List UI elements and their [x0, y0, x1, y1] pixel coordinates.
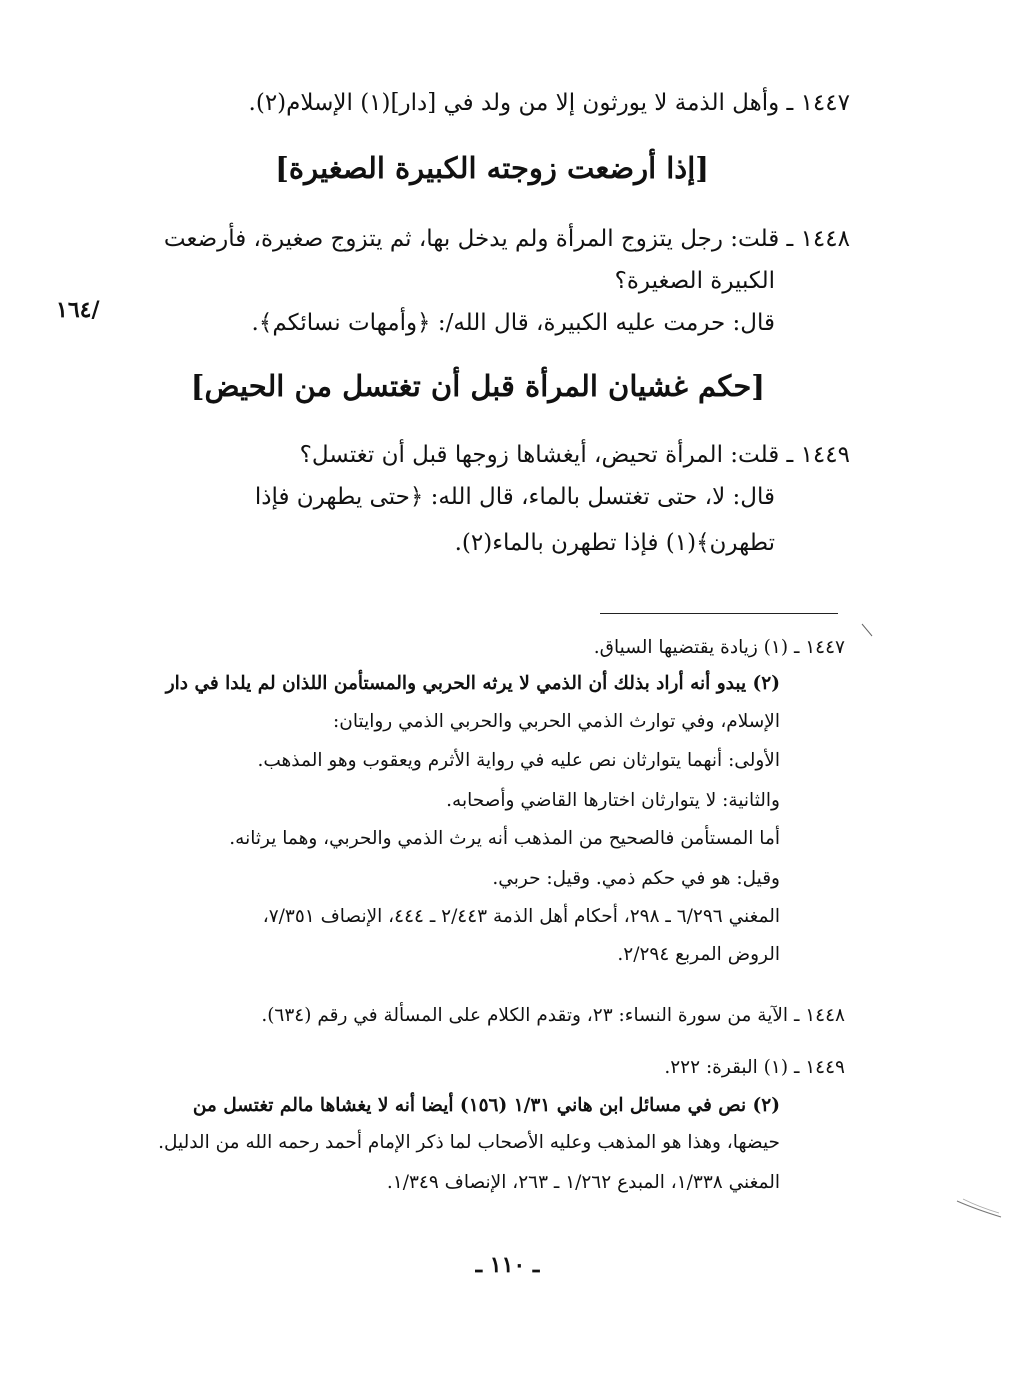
footnote-1449-2-line-2: حيضها، وهذا هو المذهب وعليه الأصحاب لما ذكر الإمام أحمد رحمه الله من الدليل.	[158, 1132, 780, 1153]
footnote-1447-2-line-3: الأولى: أنهما يتوارثان نص عليه في رواية الأثرم ويعقوب وهو المذهب.	[257, 750, 780, 771]
entry-1449-line-2: قال: لا، حتى تغتسل بالماء، قال الله: ﴿حتى يطهرن فإذا	[254, 484, 775, 510]
footnote-1447-2-line-4: والثانية: لا يتوارثان اختارها القاضي وأصحابه.	[446, 790, 780, 811]
footnote-1448: ١٤٤٨ ـ الآية من سورة النساء: ٢٣، وتقدم الكلام على المسألة في رقم (٦٣٤).	[261, 1005, 845, 1026]
margin-page-reference: /١٦٤	[56, 297, 100, 323]
entry-1448-line-1: ١٤٤٨ ـ قلت: رجل يتزوج المرأة ولم يدخل بها، ثم يتزوج صغيرة، فأرضعت	[163, 226, 850, 252]
scan-smudge-mark	[955, 1195, 1005, 1225]
footnote-1447-2-line-8: الروض المربع ٢/٢٩٤.	[617, 944, 780, 965]
section-heading-nursing: [إذا أرضعت زوجته الكبيرة الصغيرة]	[275, 151, 709, 185]
page-number: ـ ١١٠ ـ	[475, 1252, 540, 1278]
section-heading-menstruation: [حكم غشيان المرأة قبل أن تغتسل من الحيض]	[190, 369, 765, 403]
entry-1448-line-3: قال: حرمت عليه الكبيرة، قال الله/: ﴿وأمهات نسائكم﴾.	[251, 310, 775, 336]
footnote-separator	[600, 613, 838, 614]
entry-1449-line-1: ١٤٤٩ ـ قلت: المرأة تحيض، أيغشاها زوجها قبل أن تغتسل؟	[299, 442, 850, 468]
footnote-1447-2-line-2: الإسلام، وفي توارث الذمي الحربي والحربي الذمي روايتان:	[333, 711, 780, 732]
entry-1448-line-2: الكبيرة الصغيرة؟	[614, 268, 775, 294]
footnote-1447-2-line-1: (٢) يبدو أنه أراد بذلك أن الذمي لا يرثه الحربي والمستأمن اللذان لم يلدا في دار	[165, 673, 780, 694]
footnote-1449-1: ١٤٤٩ ـ (١) البقرة: ٢٢٢.	[664, 1057, 845, 1078]
footnote-1449-2-line-3: المغني ١/٣٣٨، المبدع ١/٢٦٢ ـ ٢٦٣، الإنصاف ١/٣٤٩.	[386, 1172, 780, 1193]
footnote-1447-2-line-7: المغني ٦/٢٩٦ ـ ٢٩٨، أحكام أهل الذمة ٢/٤٤٣ ـ ٤٤٤، الإنصاف ٧/٣٥١،	[262, 906, 780, 927]
footnote-1449-2-line-1: (٢) نص في مسائل ابن هاني ١/٣١ (١٥٦) أيضا أنه لا يغشاها مالم تغتسل من	[192, 1095, 780, 1116]
entry-1447: ١٤٤٧ ـ وأهل الذمة لا يورثون إلا من ولد في [دار](١) الإسلام(٢).	[248, 90, 850, 116]
entry-1449-line-3: تطهرن﴾(١) فإذا تطهرن بالماء(٢).	[454, 530, 775, 556]
scan-tick-mark	[860, 622, 874, 638]
footnote-1447-2-line-5: أما المستأمن فالصحيح من المذهب أنه يرث الذمي والحربي، وهما يرثانه.	[229, 828, 780, 849]
footnote-1447-1: ١٤٤٧ ـ (١) زيادة يقتضيها السياق.	[593, 637, 845, 658]
footnote-1447-2-line-6: وقيل: هو في حكم ذمي. وقيل: حربي.	[492, 868, 780, 889]
